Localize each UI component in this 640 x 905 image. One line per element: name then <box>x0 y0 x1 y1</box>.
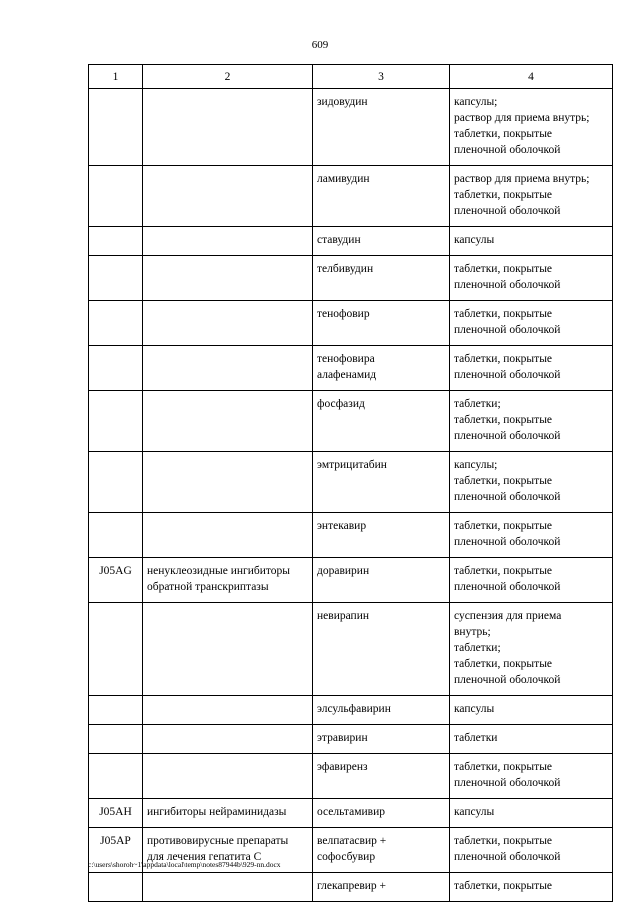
atc-code-cell <box>89 513 143 558</box>
group-name-cell <box>143 603 313 696</box>
dosage-forms-cell <box>450 89 613 166</box>
atc-code-cell <box>89 873 143 902</box>
group-name-cell <box>143 799 313 828</box>
cell-text-line: пленочной оболочкой <box>454 144 561 156</box>
cell-text-line: таблетки, покрытые <box>454 835 553 847</box>
atc-code-cell <box>89 256 143 301</box>
drug-name-cell <box>313 227 450 256</box>
column-header: 3 <box>313 65 450 89</box>
cell-text-line: таблетки, покрытые <box>454 263 553 275</box>
group-name-cell <box>143 227 313 256</box>
cell-text-line: противовирусные препараты <box>147 835 289 847</box>
cell-text-line: эмтрицитабин <box>317 459 387 471</box>
dosage-forms-cell <box>450 452 613 513</box>
cell-text-line: раствор для приема внутрь; <box>454 173 590 185</box>
cell-text-line: доравирин <box>317 565 370 577</box>
cell-text-line: этравирин <box>317 732 368 744</box>
drug-name-cell <box>313 696 450 725</box>
cell-text-line: таблетки <box>454 732 498 744</box>
table-row <box>89 754 613 799</box>
table-row <box>89 873 613 902</box>
table-row <box>89 301 613 346</box>
column-header: 1 <box>89 65 143 89</box>
drug-name-cell <box>313 166 450 227</box>
cell-text-line: суспензия для приема <box>454 610 562 622</box>
cell-text-line: осельтамивир <box>317 806 385 818</box>
atc-code-cell <box>89 696 143 725</box>
cell-text-line: эфавиренз <box>317 761 368 773</box>
cell-text-line: софосбувир <box>317 851 376 863</box>
dosage-forms-cell <box>450 166 613 227</box>
drug-name-cell <box>313 725 450 754</box>
cell-text-line: капсулы; <box>454 96 498 108</box>
group-name-cell <box>143 696 313 725</box>
atc-code-cell <box>89 346 143 391</box>
cell-text-line: пленочной оболочкой <box>454 581 561 593</box>
table-body <box>89 89 613 902</box>
table-row <box>89 696 613 725</box>
dosage-forms-cell <box>450 513 613 558</box>
group-name-cell <box>143 301 313 346</box>
table-row <box>89 558 613 603</box>
group-name-cell <box>143 452 313 513</box>
cell-text-line: зидовудин <box>317 96 368 108</box>
cell-text-line: пленочной оболочкой <box>454 205 561 217</box>
cell-text-line: капсулы <box>454 703 495 715</box>
cell-text-line: таблетки, покрытые <box>454 761 553 773</box>
atc-code-cell <box>89 166 143 227</box>
table-row <box>89 227 613 256</box>
cell-text-line: пленочной оболочкой <box>454 536 561 548</box>
drug-name-cell <box>313 828 450 873</box>
cell-text-line: пленочной оболочкой <box>454 369 561 381</box>
group-name-cell <box>143 873 313 902</box>
group-name-cell <box>143 754 313 799</box>
group-name-cell <box>143 256 313 301</box>
atc-code-cell <box>89 227 143 256</box>
atc-code-cell <box>89 754 143 799</box>
dosage-forms-cell <box>450 301 613 346</box>
drug-table <box>88 64 613 902</box>
header-row <box>89 65 613 89</box>
drug-name-cell <box>313 558 450 603</box>
cell-text-line: таблетки; <box>454 642 501 654</box>
dosage-forms-cell <box>450 754 613 799</box>
cell-text-line: таблетки, покрытые <box>454 128 553 140</box>
dosage-forms-cell <box>450 346 613 391</box>
group-name-cell <box>143 166 313 227</box>
atc-code-cell: J05AG <box>89 558 143 603</box>
dosage-forms-cell <box>450 725 613 754</box>
cell-text-line: ненуклеозидные ингибиторы <box>147 565 291 577</box>
drug-name-cell <box>313 391 450 452</box>
cell-text-line: пленочной оболочкой <box>454 851 561 863</box>
dosage-forms-cell <box>450 873 613 902</box>
dosage-forms-cell <box>450 227 613 256</box>
table-row <box>89 391 613 452</box>
group-name-cell <box>143 725 313 754</box>
cell-text-line: элсульфавирин <box>317 703 391 715</box>
dosage-forms-cell <box>450 256 613 301</box>
cell-text-line: ставудин <box>317 234 361 246</box>
cell-text-line: таблетки, покрытые <box>454 520 553 532</box>
group-name-cell <box>143 346 313 391</box>
table-row <box>89 603 613 696</box>
cell-text-line: таблетки, покрытые <box>454 308 553 320</box>
cell-text-line: таблетки, покрытые <box>454 880 553 892</box>
page-number: 609 <box>311 39 329 51</box>
cell-text-line: таблетки, покрытые <box>454 414 553 426</box>
cell-text-line: фосфазид <box>317 398 365 410</box>
table-row <box>89 166 613 227</box>
cell-text-line: пленочной оболочкой <box>454 674 561 686</box>
drug-name-cell <box>313 603 450 696</box>
atc-code-cell <box>89 725 143 754</box>
table-row <box>89 346 613 391</box>
cell-text-line: таблетки, покрытые <box>454 565 553 577</box>
cell-text-line: пленочной оболочкой <box>454 324 561 336</box>
cell-text-line: тенофовира <box>317 353 375 365</box>
drug-name-cell <box>313 799 450 828</box>
cell-text-line: невирапин <box>317 610 370 622</box>
cell-text-line: капсулы <box>454 234 495 246</box>
cell-text-line: пленочной оболочкой <box>454 430 561 442</box>
dosage-forms-cell <box>450 558 613 603</box>
cell-text-line: глекапревир + <box>317 880 387 892</box>
drug-name-cell <box>313 301 450 346</box>
cell-text-line: таблетки; <box>454 398 501 410</box>
cell-text-line: велпатасвир + <box>317 835 387 847</box>
table-row <box>89 452 613 513</box>
file-path-footer: c:\users\shoroh~1\appdata\local\temp\notes87944b\929-nn.docx <box>88 860 281 869</box>
group-name-cell <box>143 558 313 603</box>
cell-text-line: телбивудин <box>317 263 374 275</box>
cell-text-line: таблетки, покрытые <box>454 189 553 201</box>
drug-name-cell <box>313 873 450 902</box>
cell-text-line: раствор для приема внутрь; <box>454 112 590 124</box>
cell-text-line: таблетки, покрытые <box>454 658 553 670</box>
cell-text-line: внутрь; <box>454 626 491 638</box>
drug-name-cell <box>313 346 450 391</box>
cell-text-line: ламивудин <box>317 173 370 185</box>
drug-name-cell <box>313 754 450 799</box>
cell-text-line: пленочной оболочкой <box>454 777 561 789</box>
table-row <box>89 256 613 301</box>
dosage-forms-cell <box>450 696 613 725</box>
table-row <box>89 725 613 754</box>
cell-text-line: капсулы <box>454 806 495 818</box>
cell-text-line: для лечения гепатита С <box>147 851 262 863</box>
cell-text-line: капсулы; <box>454 459 498 471</box>
atc-code-cell: J05AH <box>89 799 143 828</box>
drug-name-cell <box>313 513 450 558</box>
cell-text-line: тенофовир <box>317 308 370 320</box>
group-name-cell <box>143 513 313 558</box>
drug-name-cell <box>313 452 450 513</box>
dosage-forms-cell <box>450 603 613 696</box>
group-name-cell <box>143 391 313 452</box>
drug-name-cell <box>313 256 450 301</box>
column-header: 2 <box>143 65 313 89</box>
dosage-forms-cell <box>450 828 613 873</box>
cell-text-line: таблетки, покрытые <box>454 475 553 487</box>
cell-text-line: таблетки, покрытые <box>454 353 553 365</box>
column-header: 4 <box>450 65 613 89</box>
atc-code-cell <box>89 391 143 452</box>
cell-text-line: пленочной оболочкой <box>454 279 561 291</box>
atc-code-cell <box>89 452 143 513</box>
atc-code-cell <box>89 603 143 696</box>
table-row <box>89 799 613 828</box>
atc-code-cell <box>89 301 143 346</box>
cell-text-line: алафенамид <box>317 369 377 381</box>
drug-name-cell <box>313 89 450 166</box>
atc-code-cell: J05AP <box>89 828 143 873</box>
group-name-cell <box>143 89 313 166</box>
cell-text-line: пленочной оболочкой <box>454 491 561 503</box>
cell-text-line: обратной транскриптазы <box>147 581 269 593</box>
atc-code-cell <box>89 89 143 166</box>
table-row <box>89 89 613 166</box>
dosage-forms-cell <box>450 799 613 828</box>
dosage-forms-cell <box>450 391 613 452</box>
table-row <box>89 513 613 558</box>
cell-text-line: ингибиторы нейраминидазы <box>147 806 287 818</box>
cell-text-line: энтекавир <box>317 520 367 532</box>
